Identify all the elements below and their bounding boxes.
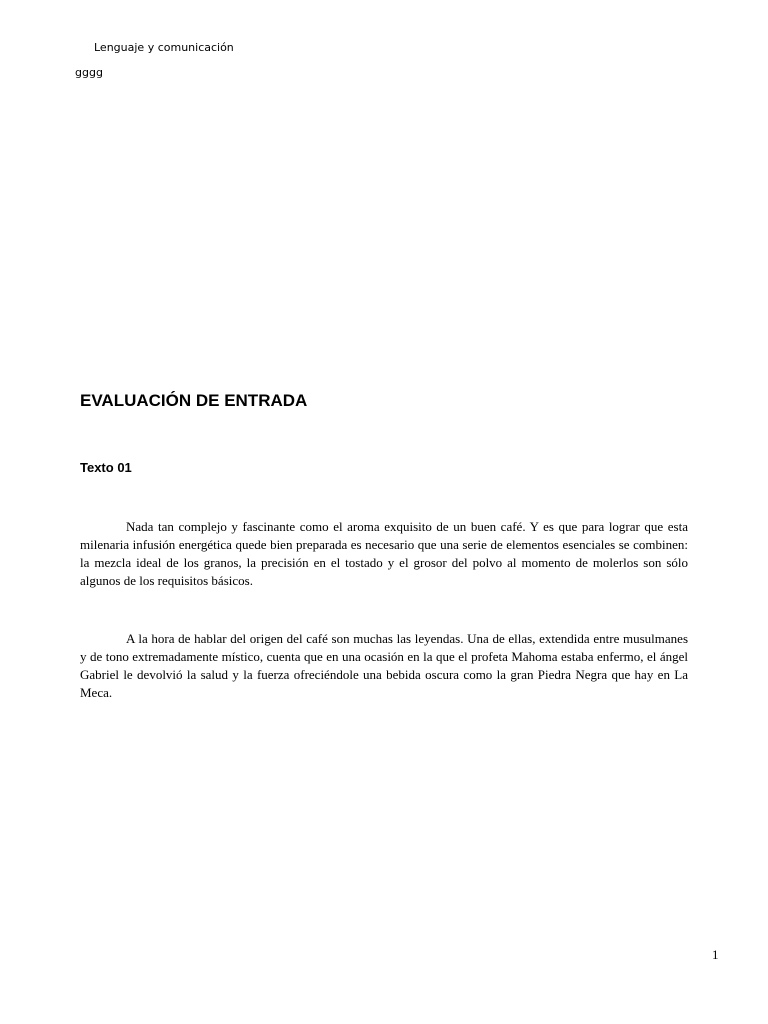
paragraph-2: A la hora de hablar del origen del café son muchas las leyendas. Una de ellas, extendida entre musulmanes y de tono extremadamente místico, cuenta que en una ocasión en la que el profeta Mahoma estaba enfermo, el ángel Gabriel le devolvió la salud y la fuerza ofreciéndole una bebida oscura como la gran Piedra Negra que hay en La Meca.	[80, 631, 688, 700]
section-title: Texto 01	[80, 460, 132, 475]
page-number: 1	[712, 947, 719, 962]
header-course-name: Lenguaje y comunicación	[94, 41, 234, 54]
header-note: gggg	[75, 66, 103, 79]
paragraph-1: Nada tan complejo y fascinante como el aroma exquisito de un buen café. Y es que para lograr que esta milenaria infusión energética quede bien preparada es necesario que una serie de elementos esenciales se combinen: la mezcla ideal de los granos, la precisión en el tostado y el grosor del polvo al momento de molerlos son sólo algunos de los requisitos básicos.	[80, 519, 688, 588]
page-title: EVALUACIÓN DE ENTRADA	[80, 391, 308, 410]
